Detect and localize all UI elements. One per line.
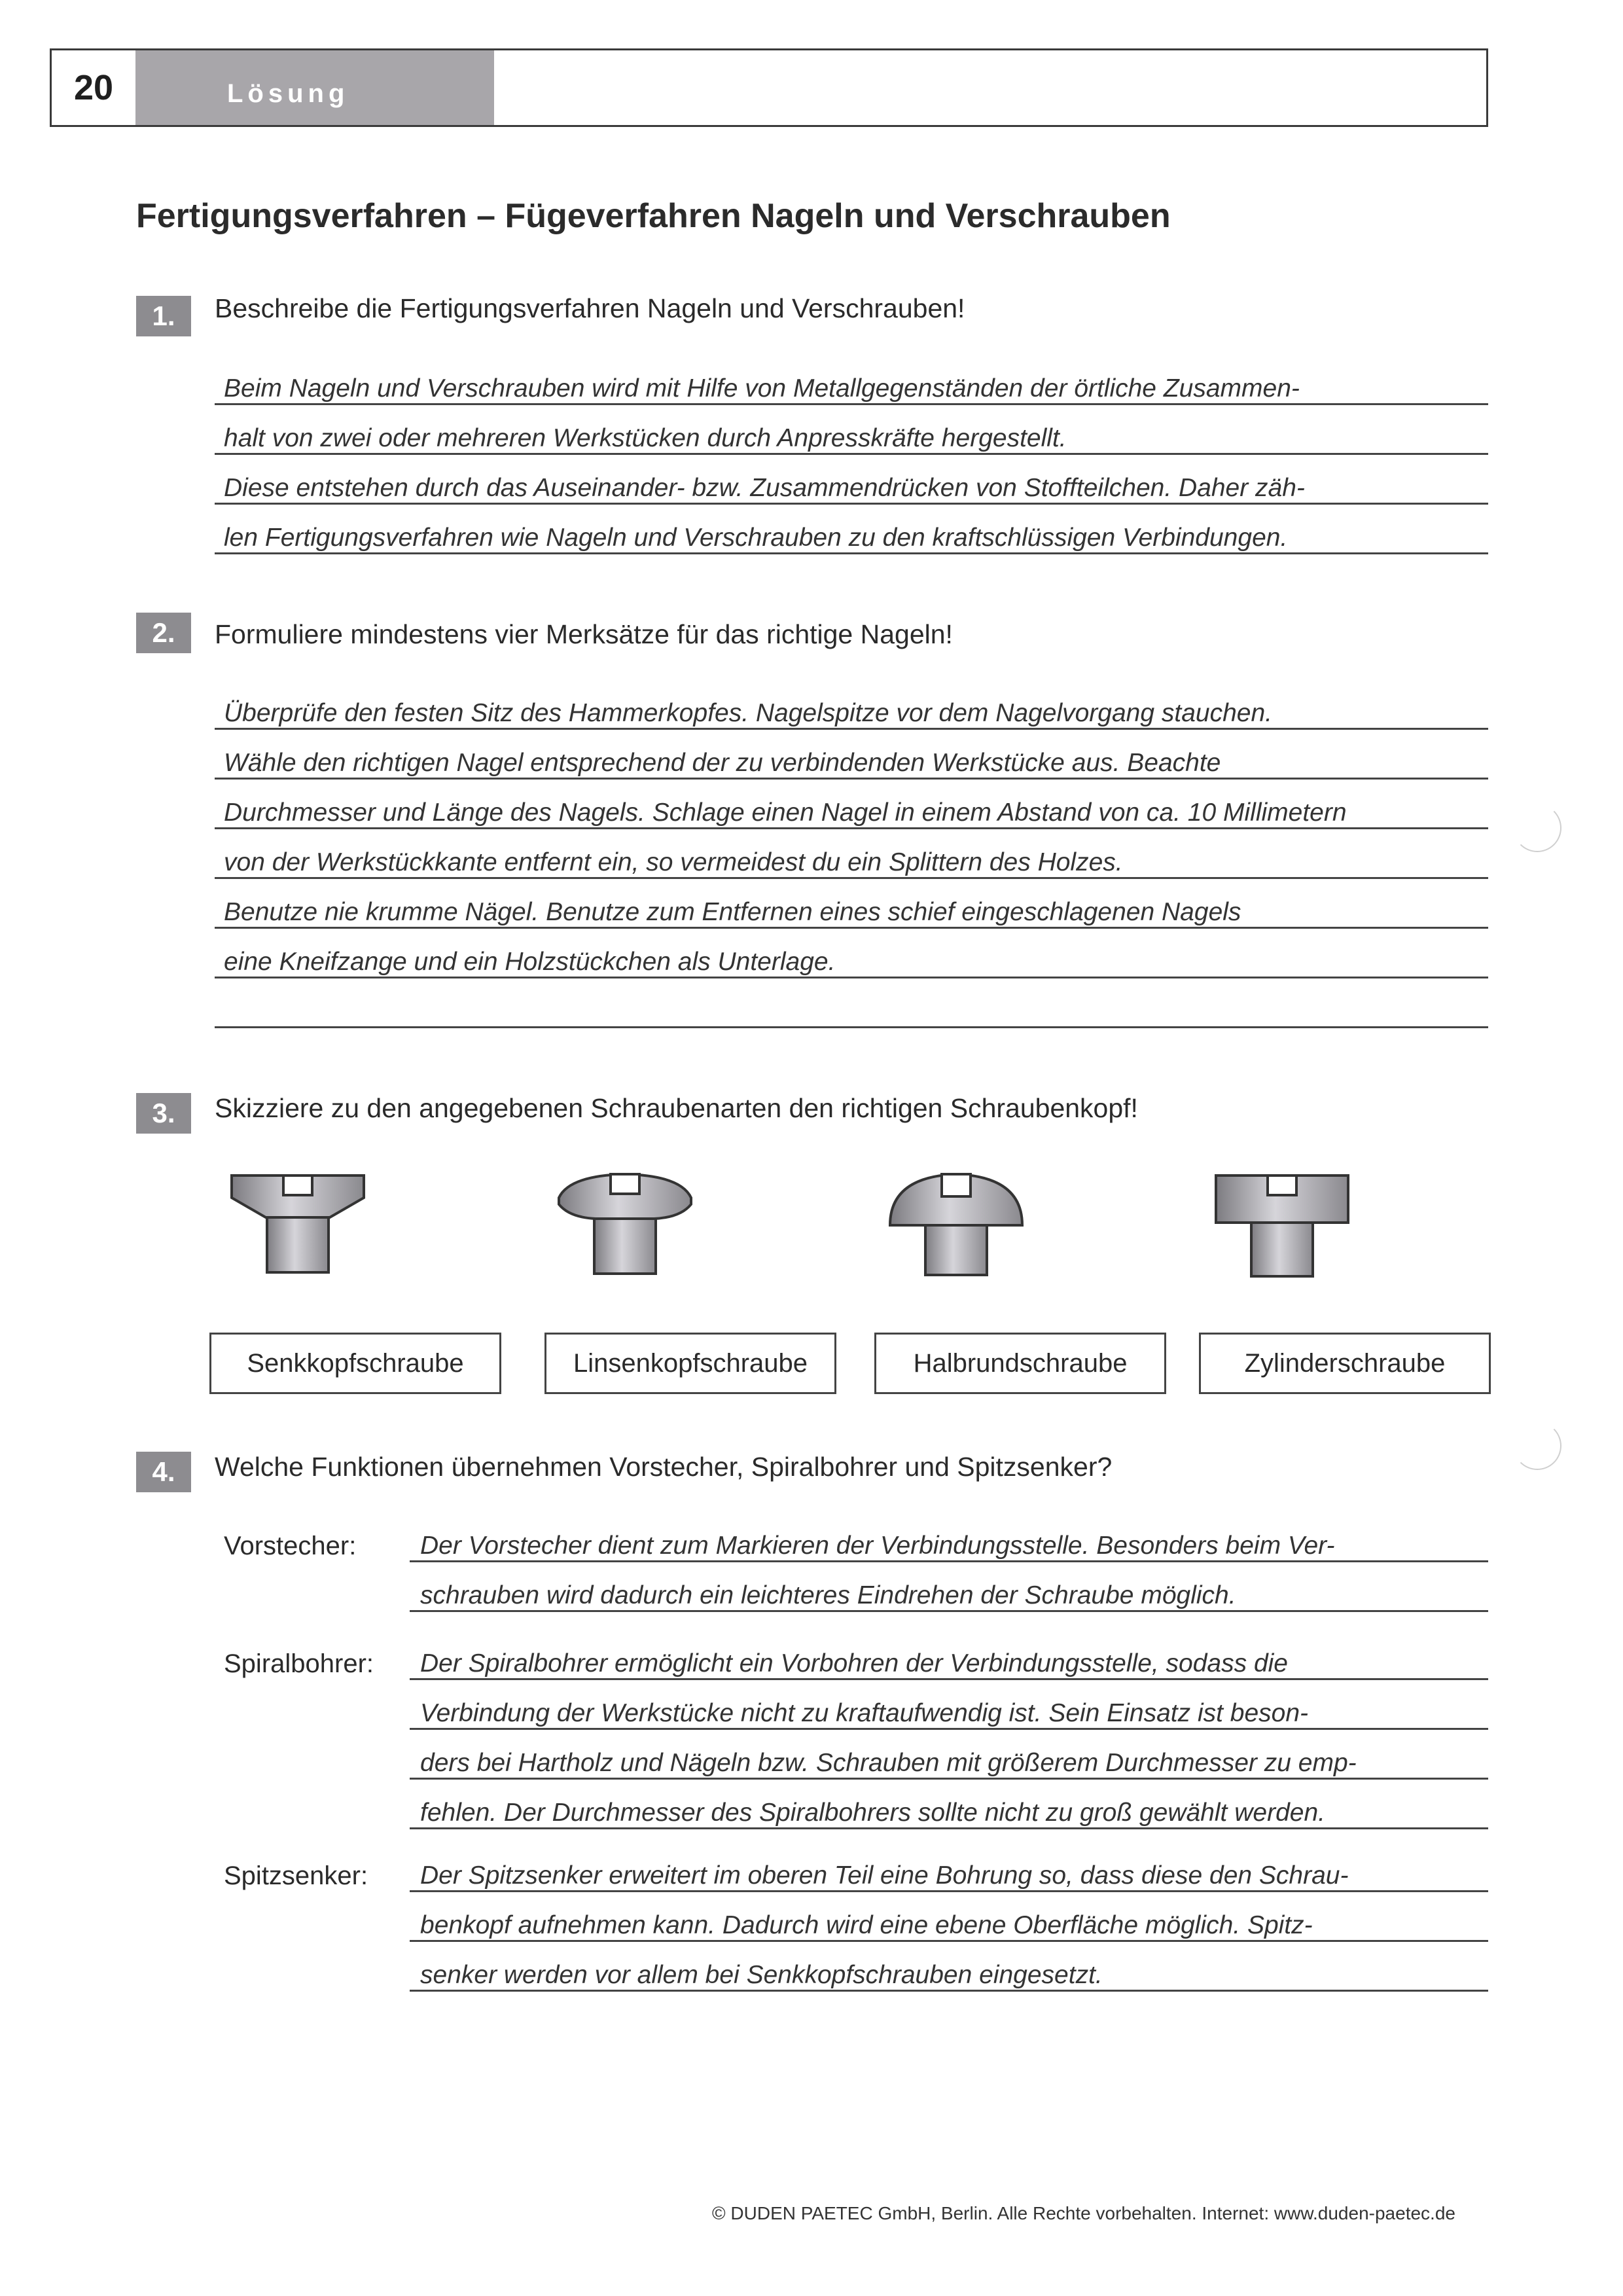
- cylinder-head-screw-sketch: [1213, 1173, 1351, 1284]
- task-question-3: Skizziere zu den angegebenen Schraubenarten den richtigen Schraubenkopf!: [215, 1093, 1138, 1123]
- task-question-4: Welche Funktionen übernehmen Vorstecher, Spiralbohrer und Spitzsenker?: [215, 1452, 1113, 1482]
- tool-label-spiralbohrer: Spiralbohrer:: [224, 1649, 374, 1678]
- answer-line: Benutze nie krumme Nägel. Benutze zum Entfernen eines schief eingeschlagenen Nagels: [224, 898, 1241, 926]
- round-head-screw-sketch: [887, 1170, 1025, 1282]
- task-question-2: Formuliere mindestens vier Merksätze für das richtige Nageln!: [215, 619, 953, 649]
- answer-rule: [410, 1990, 1488, 1992]
- punch-hole-mark: [1513, 804, 1561, 852]
- task-number-1: 1.: [136, 296, 191, 336]
- answer-rule: [215, 927, 1488, 929]
- page-header: [50, 48, 1488, 127]
- section-label: Lösung: [227, 79, 349, 108]
- screw-label: Linsenkopfschraube: [544, 1333, 836, 1394]
- answer-rule: [215, 1026, 1488, 1028]
- answer-line: benkopf aufnehmen kann. Dadurch wird eine ebene Oberfläche möglich. Spitz-: [420, 1911, 1313, 1939]
- answer-rule: [215, 827, 1488, 829]
- answer-line: von der Werkstückkante entfernt ein, so vermeidest du ein Splittern des Holzes.: [224, 848, 1123, 876]
- answer-line: Der Vorstecher dient zum Markieren der Verbindungsstelle. Besonders beim Ver-: [420, 1532, 1335, 1560]
- copyright-footer: © DUDEN PAETEC GmbH, Berlin. Alle Rechte vorbehalten. Internet: www.duden-paetec.de: [712, 2203, 1455, 2223]
- tool-label-vorstecher: Vorstecher:: [224, 1532, 357, 1560]
- lens-head-screw-sketch: [556, 1172, 694, 1283]
- answer-line: fehlen. Der Durchmesser des Spiralbohrers sollte nicht zu groß gewählt werden.: [420, 1799, 1325, 1827]
- answer-rule: [410, 1940, 1488, 1942]
- answer-line: Der Spiralbohrer ermöglicht ein Vorbohren der Verbindungsstelle, sodass die: [420, 1649, 1288, 1677]
- task-question-1: Beschreibe die Fertigungsverfahren Nageln und Verschrauben!: [215, 293, 965, 323]
- answer-rule: [215, 552, 1488, 554]
- page-title: Fertigungsverfahren – Fügeverfahren Nageln und Verschrauben: [136, 197, 1171, 235]
- punch-hole-mark: [1513, 1422, 1561, 1470]
- answer-rule: [410, 1728, 1488, 1730]
- countersunk-screw-sketch: [229, 1172, 366, 1283]
- answer-rule: [215, 977, 1488, 978]
- answer-line: Wähle den richtigen Nagel entsprechend der zu verbindenden Werkstücke aus. Beachte: [224, 749, 1221, 777]
- answer-line: schrauben wird dadurch ein leichteres Eindrehen der Schraube möglich.: [420, 1581, 1236, 1609]
- task-number-4: 4.: [136, 1452, 191, 1492]
- screw-label: Halbrundschraube: [874, 1333, 1166, 1394]
- answer-rule: [215, 728, 1488, 730]
- answer-rule: [215, 503, 1488, 505]
- answer-rule: [215, 453, 1488, 455]
- answer-line: len Fertigungsverfahren wie Nageln und Verschrauben zu den kraftschlüssigen Verbindungen.: [224, 524, 1288, 552]
- answer-line: Verbindung der Werkstücke nicht zu kraftaufwendig ist. Sein Einsatz ist beson-: [420, 1699, 1309, 1727]
- answer-line: halt von zwei oder mehreren Werkstücken durch Anpresskräfte hergestellt.: [224, 424, 1067, 452]
- answer-line: Diese entstehen durch das Auseinander- bzw. Zusammendrücken von Stoffteilchen. Daher zäh-: [224, 474, 1305, 502]
- answer-line: Beim Nageln und Verschrauben wird mit Hilfe von Metallgegenständen der örtliche Zusammen-: [224, 374, 1300, 403]
- answer-line: senker werden vor allem bei Senkkopfschrauben eingesetzt.: [420, 1961, 1103, 1989]
- answer-rule: [215, 778, 1488, 780]
- tool-label-spitzsenker: Spitzsenker:: [224, 1861, 368, 1890]
- answer-rule: [410, 1827, 1488, 1829]
- answer-line: ders bei Hartholz und Nägeln bzw. Schrauben mit größerem Durchmesser zu emp-: [420, 1749, 1357, 1777]
- answer-rule: [410, 1610, 1488, 1612]
- section-label-box: [135, 50, 494, 125]
- answer-rule: [410, 1560, 1488, 1562]
- screw-label: Zylinderschraube: [1199, 1333, 1491, 1394]
- answer-line: Durchmesser und Länge des Nagels. Schlage einen Nagel in einem Abstand von ca. 10 Millimetern: [224, 798, 1347, 827]
- answer-rule: [215, 877, 1488, 879]
- answer-rule: [410, 1678, 1488, 1680]
- answer-line: eine Kneifzange und ein Holzstückchen als Unterlage.: [224, 948, 836, 976]
- answer-rule: [410, 1778, 1488, 1780]
- screw-label: Senkkopfschraube: [209, 1333, 501, 1394]
- page-number: 20: [73, 68, 114, 107]
- answer-line: Überprüfe den festen Sitz des Hammerkopfes. Nagelspitze vor dem Nagelvorgang stauchen.: [224, 699, 1273, 727]
- answer-rule: [215, 403, 1488, 405]
- answer-line: Der Spitzsenker erweitert im oberen Teil eine Bohrung so, dass diese den Schrau-: [420, 1861, 1349, 1890]
- answer-rule: [410, 1890, 1488, 1892]
- task-number-3: 3.: [136, 1093, 191, 1134]
- task-number-2: 2.: [136, 613, 191, 653]
